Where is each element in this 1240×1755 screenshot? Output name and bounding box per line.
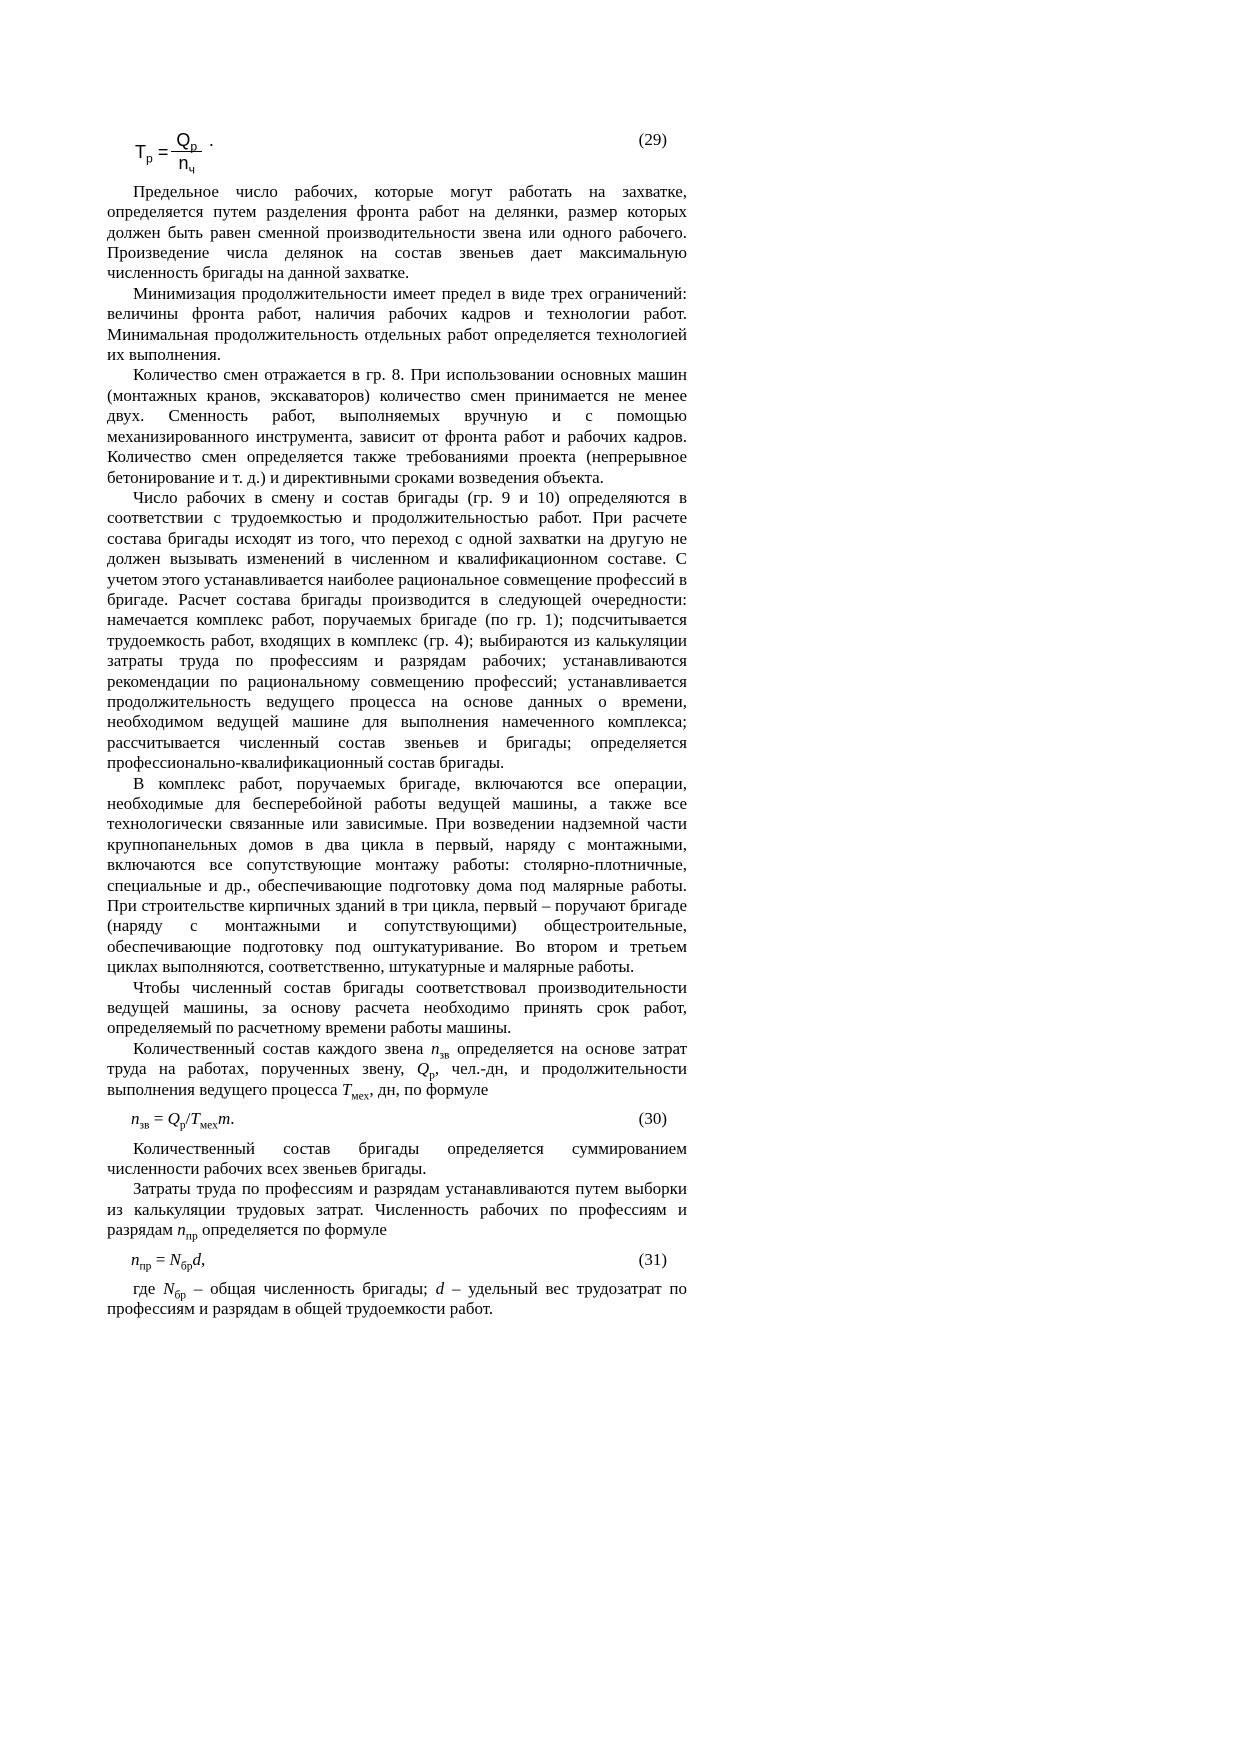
equation-29-formula xyxy=(107,130,214,177)
paragraph: Затраты труда по профессиям и разрядам устанавливаются путем выборки из калькуляции трудовых затрат. Численность рабочих по профессиям и разрядам $n_{пр}$ определяется по формуле xyxy=(107,1179,687,1243)
equation-29-number: (29) xyxy=(638,130,667,149)
fraction-denominator: $n_ч$ xyxy=(171,151,202,173)
equation-29-lhs: $Т_р$ = xyxy=(135,141,169,166)
equation-29 xyxy=(107,130,687,177)
equation-31-number: (31) xyxy=(638,1249,667,1269)
paragraph: где $N_{бр}$ – общая численность бригады; d – удельный вес трудозатрат по профессиям и разрядам в общей трудоемкости работ. xyxy=(107,1278,688,1319)
paragraph: Количественный состав каждого звена $n_{зв}$ определяется на основе затрат труда на работах, порученных звену, $Q_р$, чел.-дн, и продолжительности выполнения ведущего процесса $T_{мех}$, дн, по формуле xyxy=(107,1038,688,1103)
paragraph: Чтобы численный состав бригады соответствовал производительности ведущей машины, за основу расчета необходимо принять срок работ, определяемый по расчетному времени работы машины. xyxy=(107,977,687,1038)
paragraph: Количество смен отражается в гр. 8. При использовании основных машин (монтажных кранов, экскаваторов) количество смен принимается не менее двух. Сменность работ, выполняемых вручную и с помощью механизированного инструмента, зависит от фронта работ и рабочих кадров. Количество смен определяется также требованиями проекта (непрерывное бетонирование и т. д.) и директивными сроками возведения объекта. xyxy=(107,365,687,487)
paragraph: Минимизация продолжительности имеет предел в виде трех ограничений: величины фронта работ, наличия рабочих кадров и технологии работ. Минимальная продолжительность отдельных работ определяется технологией их выполнения. xyxy=(107,283,687,365)
paragraph: Число рабочих в смену и состав бригады (гр. 9 и 10) определяются в соответствии с трудоемкостью и продолжительностью работ. При расчете состава бригады исходят из того, что переход с одной захватки на другую не должен вызывать изменений в численном и квалификационном составе. С учетом этого устанавливается наиболее рациональное совмещение профессий в бригаде. Расчет состава бригады производится в следующей очередности: намечается комплекс работ, поручаемых бригаде (по гр. 1); подсчитывается трудоемкость работ, входящих в комплекс (гр. 4); выбираются из калькуляции затраты труда по профессиям и разрядам рабочих; устанавливаются рекомендации по рациональному совмещению профессий; устанавливается продолжительность ведущего процесса на основе данных о времени, необходимом ведущей машине для выполнения намеченного комплекса; рассчитывается численный состав звеньев и бригады; определяется профессионально-квалификационный состав бригады. xyxy=(107,487,687,773)
equation-30-number: (30) xyxy=(638,1109,667,1129)
paragraph: В комплекс работ, поручаемых бригаде, включаются все операции, необходимые для бесперебойной работы ведущей машины, а также все технологически связанные или зависимые. При возведении надземной части крупнопанельных домов в два цикла в первый, наряду с монтажными, включаются все сопутствующие монтажу работы: столярно-плотничные, специальные и др., обеспечивающие подготовку дома под малярные работы. При строительстве кирпичных зданий в три цикла, первый – поручают бригаде (наряду с монтажными и сопутствующими) общестроительные, обеспечивающие подготовку под оштукатуривание. Во втором и третьем циклах выполняются, соответственно, штукатурные и малярные работы. xyxy=(107,773,687,977)
fraction-numerator: $Q_р$ xyxy=(176,130,198,154)
paragraph: Количественный состав бригады определяется суммированием численности рабочих всех звеньев бригады. xyxy=(107,1138,687,1178)
equation-31-formula: $n_{пр} = N_{бр}d$, xyxy=(131,1249,206,1272)
fraction xyxy=(171,130,202,177)
text-column xyxy=(107,130,687,1320)
equation-30 xyxy=(107,1109,687,1132)
equation-29-period: . xyxy=(209,130,214,150)
equation-31 xyxy=(107,1250,687,1270)
equation-30-formula: $n_{зв} = Q_р/T_{мех}m$. xyxy=(131,1109,235,1132)
paragraph: Предельное число рабочих, которые могут работать на захватке, определяется путем разделения фронта работ на делянки, размер которых должен быть равен сменной производительности звена или одного рабочего. Произведение числа делянок на состав звеньев дает максимальную численность бригады на данной захватке. xyxy=(107,181,687,283)
